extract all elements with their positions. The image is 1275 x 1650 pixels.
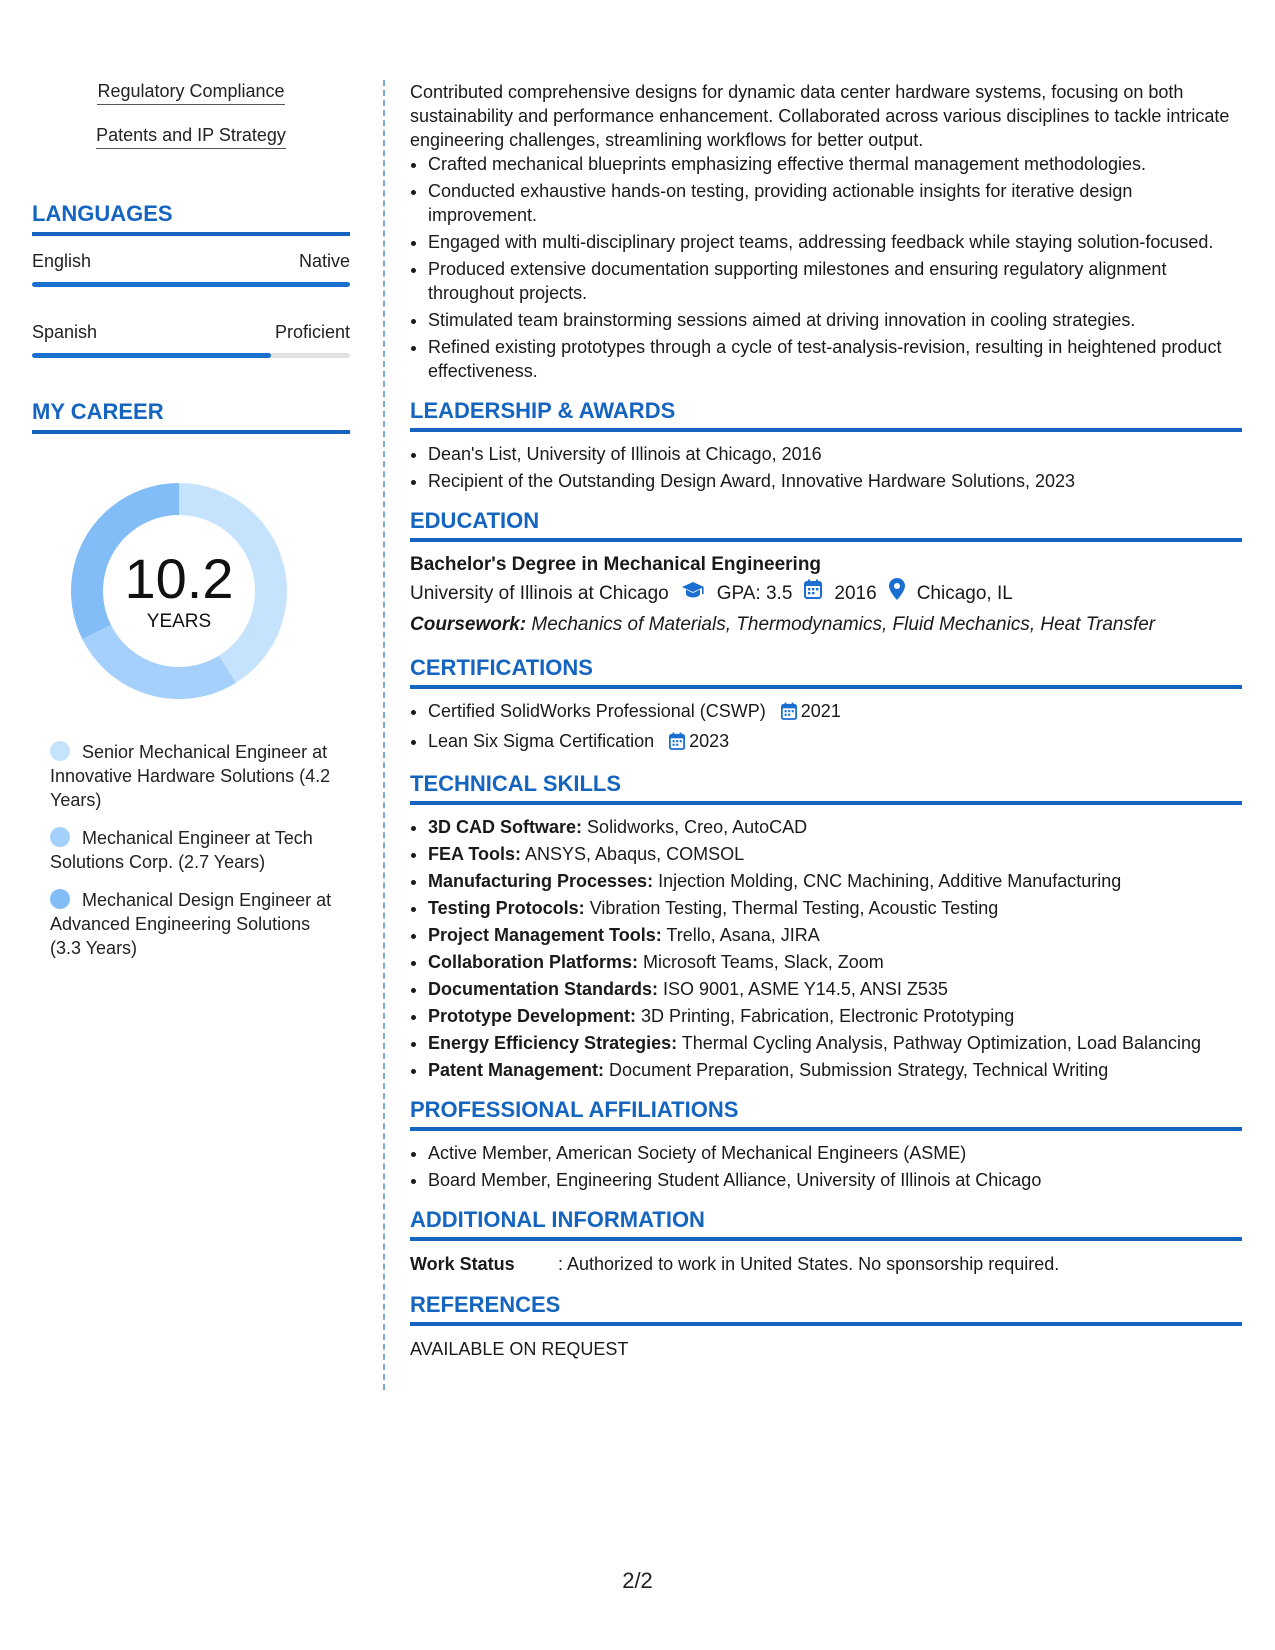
skill-value: ANSYS, Abaqus, COMSOL xyxy=(525,844,745,864)
career-item-label: Senior Mechanical Engineer at Innovative Hardware Solutions (4.2 Years) xyxy=(50,742,331,810)
language-bar-fill xyxy=(32,282,350,287)
calendar-icon xyxy=(669,732,685,756)
skill-label: Project Management Tools: xyxy=(428,925,662,945)
legend-dot-icon xyxy=(50,889,70,909)
skill-label: Documentation Standards: xyxy=(428,979,659,999)
affiliations-list xyxy=(410,1141,1242,1192)
skill-label: Prototype Development: xyxy=(428,1006,637,1026)
list-item: • Board Member, Engineering Student Alliance, University of Illinois at Chicago xyxy=(428,1168,1242,1192)
career-item-label: Mechanical Engineer at Tech Solutions Corp. (2.7 Years) xyxy=(50,828,313,872)
list-item: • Crafted mechanical blueprints emphasizing effective thermal management methodologies. xyxy=(428,152,1242,176)
language-bar-fill xyxy=(32,353,271,358)
skill-value: Document Preparation, Submission Strategy, Technical Writing xyxy=(609,1060,1109,1080)
language-level: Proficient xyxy=(274,322,350,342)
language-level: Native xyxy=(298,251,350,271)
certifications-list xyxy=(410,699,1242,756)
list-item xyxy=(428,950,1242,974)
list-item: • Conducted exhaustive hands-on testing, providing actionable insights for iterative design improvement. xyxy=(428,179,1242,227)
skill-tag: Patents and IP Strategy xyxy=(96,124,286,149)
skill-label: Collaboration Platforms: xyxy=(428,952,639,972)
work-status-value: : Authorized to work in United States. No sponsorship required. xyxy=(558,1254,1060,1274)
education-title: EDUCATION xyxy=(410,507,1242,542)
list-item: • Produced extensive documentation supporting milestones and ensuring regulatory alignment throughout projects. xyxy=(428,257,1242,305)
list-item xyxy=(428,923,1242,947)
language-bar xyxy=(32,282,350,287)
list-item xyxy=(428,1004,1242,1028)
career-legend-item xyxy=(50,888,340,960)
school-location: Chicago, IL xyxy=(916,583,1013,604)
graduation-cap-icon xyxy=(681,579,705,609)
language-name: English xyxy=(32,251,92,271)
list-item xyxy=(428,1058,1242,1082)
calendar-icon xyxy=(781,702,797,726)
list-item xyxy=(428,815,1242,839)
coursework-label: Coursework: xyxy=(410,614,527,635)
work-status-label: Work Status xyxy=(410,1254,515,1274)
school-name: University of Illinois at Chicago xyxy=(410,583,669,604)
career-legend-item xyxy=(50,740,340,812)
languages-title: LANGUAGES xyxy=(32,200,350,236)
languages-list xyxy=(32,250,350,358)
skill-value: Thermal Cycling Analysis, Pathway Optimization, Load Balancing xyxy=(681,1033,1202,1053)
education-details xyxy=(410,578,1242,610)
skill-value: Vibration Testing, Thermal Testing, Acoustic Testing xyxy=(589,898,999,918)
technical-skills-list xyxy=(410,815,1242,1082)
list-item xyxy=(428,729,1242,756)
skill-value: ISO 9001, ASME Y14.5, ANSI Z535 xyxy=(663,979,948,999)
career-donut xyxy=(66,478,292,704)
additional-info-title: ADDITIONAL INFORMATION xyxy=(410,1206,1242,1241)
list-item xyxy=(428,1031,1242,1055)
language-name: Spanish xyxy=(32,322,98,342)
skill-label: Manufacturing Processes: xyxy=(428,871,654,891)
language-bar xyxy=(32,353,350,358)
references-value: AVAILABLE ON REQUEST xyxy=(410,1339,629,1359)
skill-value: Trello, Asana, JIRA xyxy=(666,925,820,945)
column-divider xyxy=(383,80,385,1390)
career-title: MY CAREER xyxy=(32,398,350,434)
page-number: 2/2 xyxy=(622,1568,653,1593)
affiliations-title: PROFESSIONAL AFFILIATIONS xyxy=(410,1096,1242,1131)
leadership-list xyxy=(410,442,1242,493)
career-legend-item xyxy=(50,826,340,874)
list-item xyxy=(428,896,1242,920)
right-column xyxy=(410,80,1242,1362)
skill-tags xyxy=(32,80,350,168)
list-item xyxy=(428,977,1242,1001)
certifications-title: CERTIFICATIONS xyxy=(410,654,1242,689)
language-row xyxy=(32,250,350,272)
certification-year: 2023 xyxy=(689,731,730,751)
language-row xyxy=(32,321,350,343)
left-column xyxy=(32,80,350,974)
list-item: • Engaged with multi-disciplinary project teams, addressing feedback while staying solution-focused. xyxy=(428,230,1242,254)
graduation-year: 2016 xyxy=(834,583,877,604)
career-item-label: Mechanical Design Engineer at Advanced Engineering Solutions (3.3 Years) xyxy=(50,890,332,958)
certification-name: Lean Six Sigma Certification xyxy=(428,731,655,751)
gpa: GPA: 3.5 xyxy=(716,583,793,604)
skill-label: Testing Protocols: xyxy=(428,898,585,918)
certification-name: Certified SolidWorks Professional (CSWP) xyxy=(428,701,766,721)
legend-dot-icon xyxy=(50,827,70,847)
skill-value: Solidworks, Creo, AutoCAD xyxy=(587,817,808,837)
experience-summary: Contributed comprehensive designs for dynamic data center hardware systems, focusing on both sustainability and performance enhancement. Collaborated across various disciplines to tackle intricate engineering challenges, streamlining workflows for better output. xyxy=(410,82,1230,150)
donut-center xyxy=(66,478,292,704)
experience-bullets xyxy=(410,152,1242,383)
location-pin-icon xyxy=(889,578,905,610)
skill-value: 3D Printing, Fabrication, Electronic Prototyping xyxy=(641,1006,1015,1026)
references-title: REFERENCES xyxy=(410,1291,1242,1326)
list-item xyxy=(428,869,1242,893)
career-legend xyxy=(32,740,340,960)
skill-tag: Regulatory Compliance xyxy=(97,80,284,105)
skill-label: Patent Management: xyxy=(428,1060,605,1080)
technical-skills-title: TECHNICAL SKILLS xyxy=(410,770,1242,805)
certification-year: 2021 xyxy=(800,701,841,721)
list-item: • Stimulated team brainstorming sessions aimed at driving innovation in cooling strategies. xyxy=(428,308,1242,332)
skill-value: Injection Molding, CNC Machining, Additive Manufacturing xyxy=(658,871,1122,891)
skill-label: FEA Tools: xyxy=(428,844,521,864)
list-item: • Active Member, American Society of Mechanical Engineers (ASME) xyxy=(428,1141,1242,1165)
leadership-title: LEADERSHIP & AWARDS xyxy=(410,397,1242,432)
list-item: • Recipient of the Outstanding Design Award, Innovative Hardware Solutions, 2023 xyxy=(428,469,1242,493)
work-status-row xyxy=(410,1251,1242,1277)
career-unit: YEARS xyxy=(146,611,212,632)
list-item: • Dean's List, University of Illinois at Chicago, 2016 xyxy=(428,442,1242,466)
list-item: • Refined existing prototypes through a cycle of test-analysis-revision, resulting in heightened product effectiveness. xyxy=(428,335,1242,383)
list-item xyxy=(428,842,1242,866)
skill-value: Microsoft Teams, Slack, Zoom xyxy=(643,952,884,972)
career-total: 10.2 xyxy=(124,547,234,610)
legend-dot-icon xyxy=(50,741,70,761)
calendar-icon xyxy=(804,579,822,609)
skill-label: 3D CAD Software: xyxy=(428,817,583,837)
list-item xyxy=(428,699,1242,726)
skill-label: Energy Efficiency Strategies: xyxy=(428,1033,678,1053)
degree-title: Bachelor's Degree in Mechanical Engineering xyxy=(410,554,822,575)
coursework xyxy=(410,610,1242,640)
coursework-list: Mechanics of Materials, Thermodynamics, Fluid Mechanics, Heat Transfer xyxy=(531,614,1156,635)
